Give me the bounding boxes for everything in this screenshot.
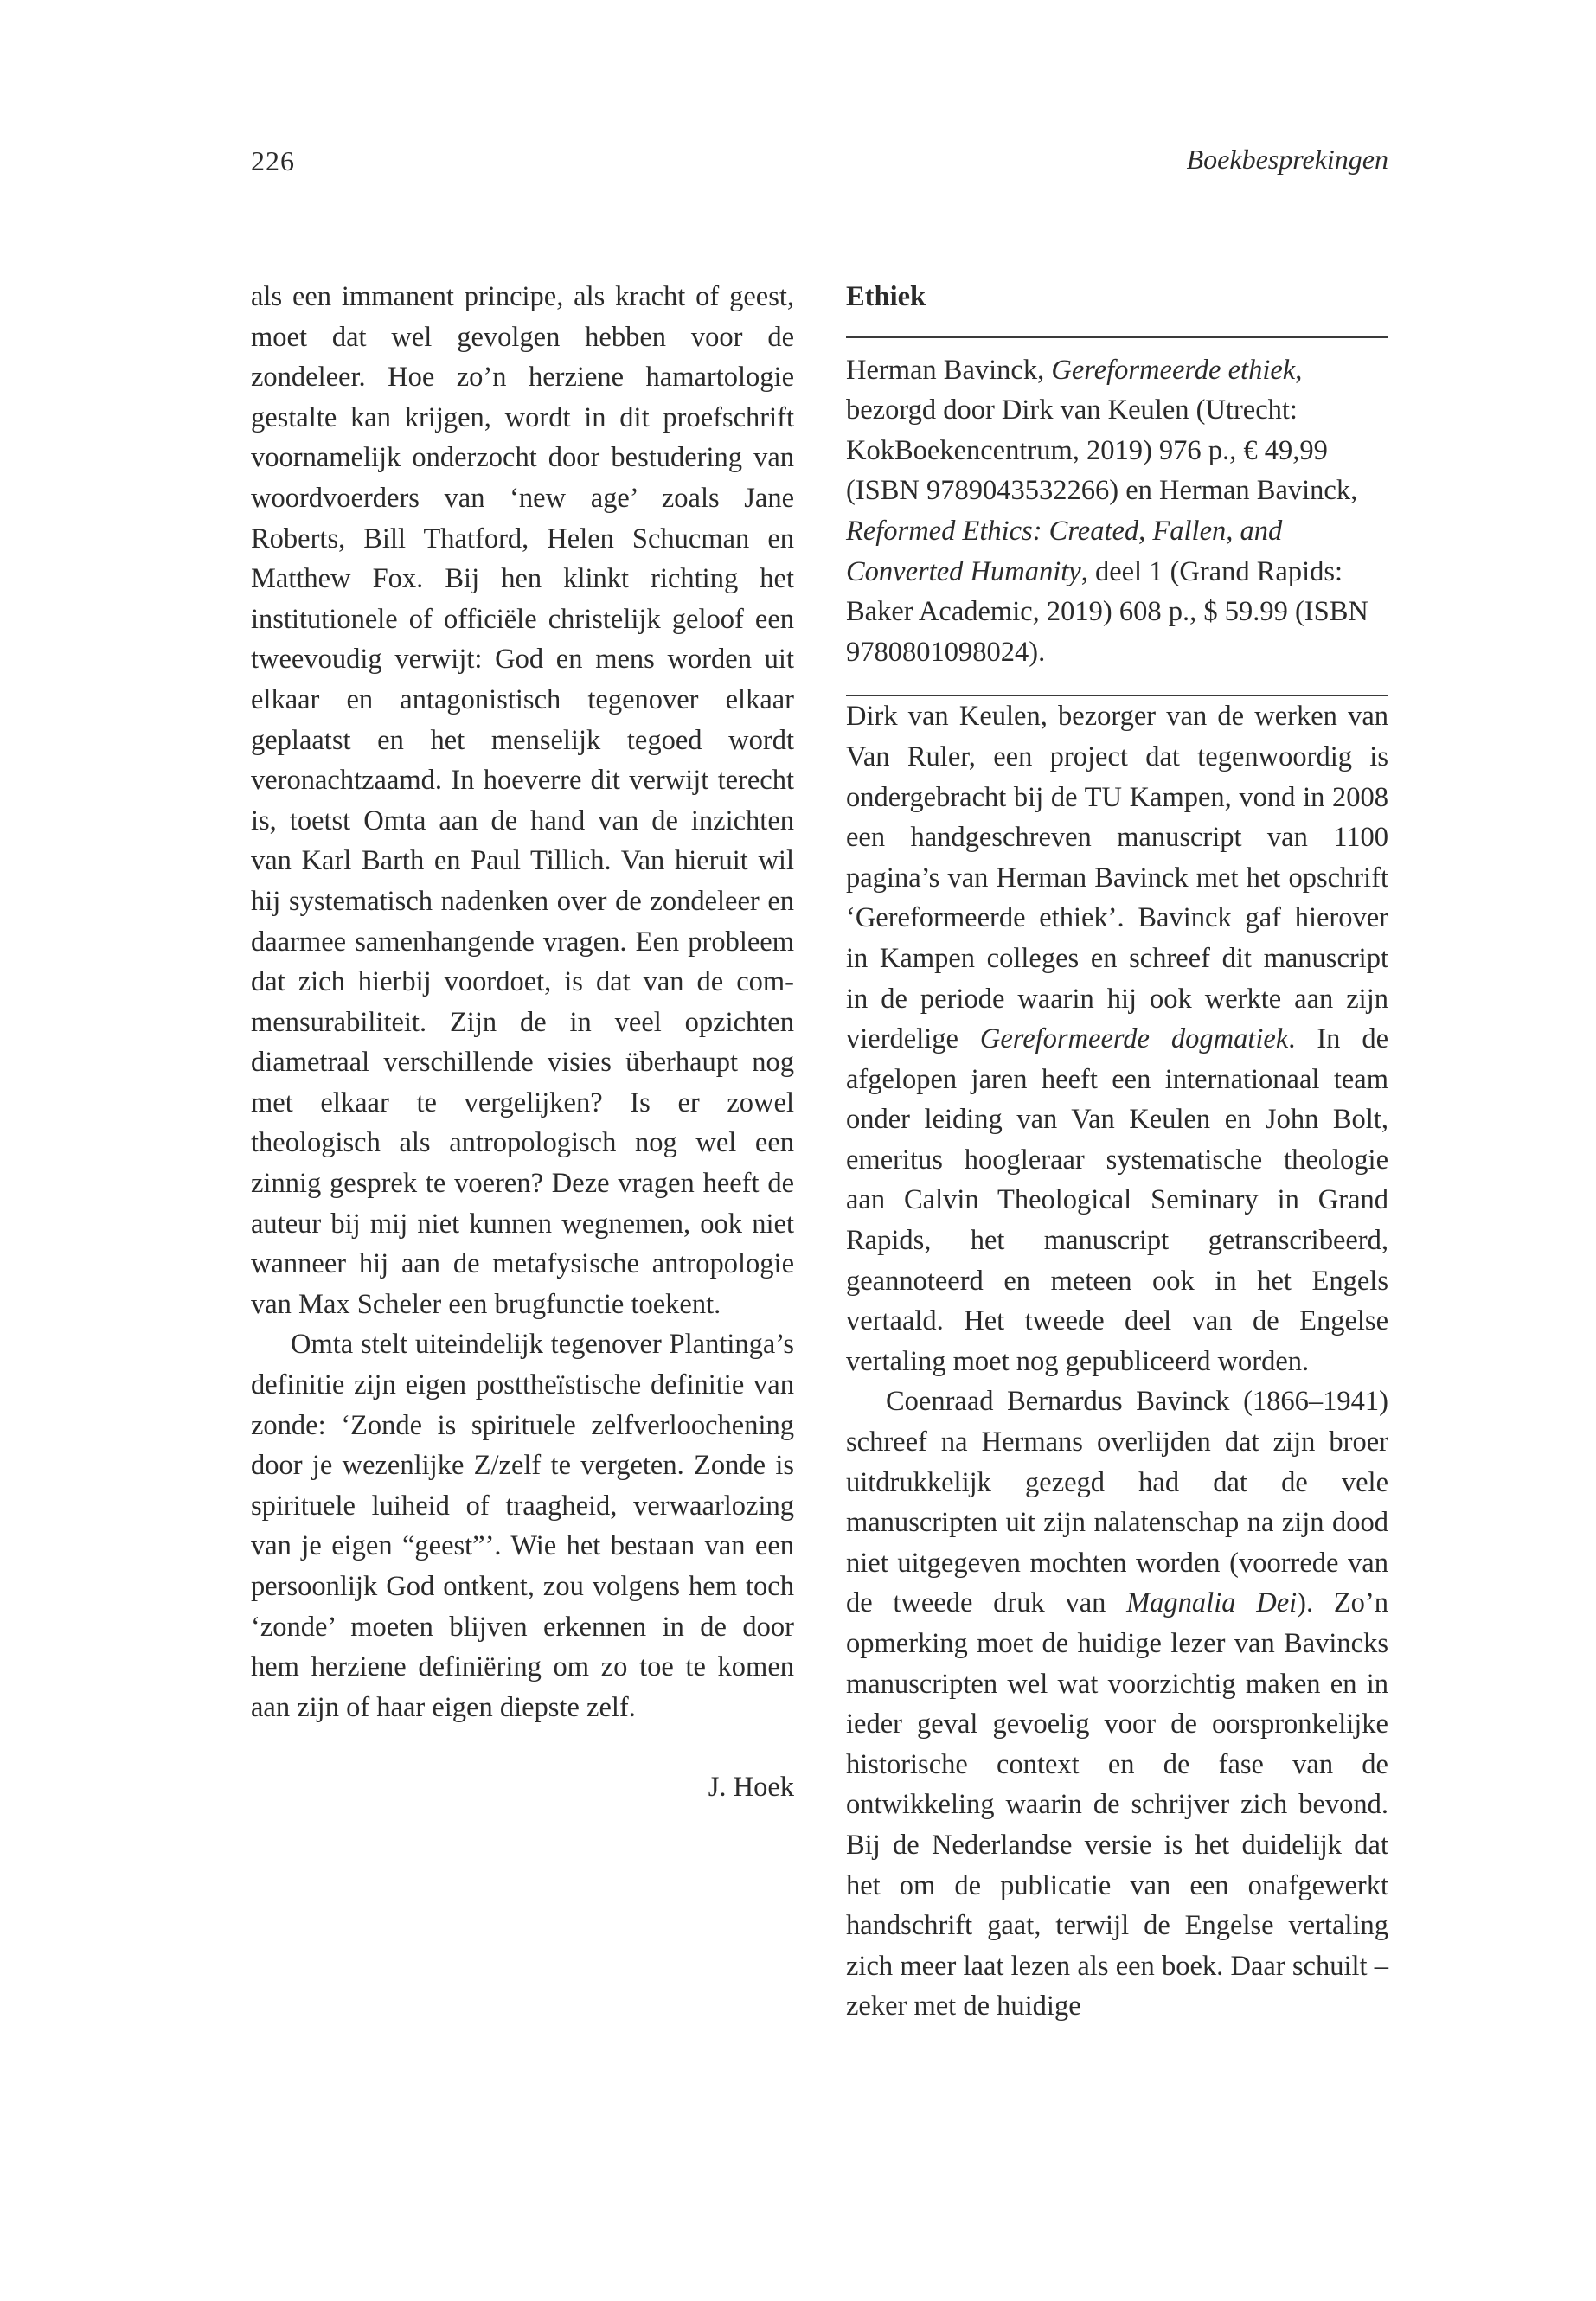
running-head-title: Boekbesprekingen [1186,144,1388,175]
paragraph-text: ). Zo’n opmerking moet de huidige lezer van Bavincks manuscripten wel wat voorzichtig maken en in ieder geval gevoelig voor de oorspronkelijke historische context en de fase van de ontwikkeling waarin de schrijver zich bevond. Bij de Nederlandse versie is het duidelijk dat het om de publicatie van een onafgewerkt handschrift gaat, terwijl de Engelse vertaling zich meer laat lezen als een boek. Daar schuilt – zeker met de huidige [846,1587,1389,2022]
citation-title: Gereformeerde ethiek [1051,354,1296,386]
citation-details: , deel 1 (Grand Rapids: Baker Academic, 2019) 608 p., $ 59.99 (ISBN 9780801098024). [846,555,1368,668]
review-paragraph [846,1381,1388,2027]
right-column [846,277,1388,2027]
paragraph-italic-title: Gereformeerde dogmatiek [979,1023,1289,1055]
divider-top [846,336,1388,338]
review-paragraph [846,696,1388,1381]
citation-title: Reformed Ethics: Created, Fallen, and Converted Humanity [846,515,1283,587]
paragraph-italic-title: Magnalia Dei [1126,1587,1298,1619]
citation-author: Herman Bavinck, [846,354,1052,386]
reviewer-signature: J. Hoek [708,1772,794,1804]
paragraph-text: Coenraad Bernardus Bavinck (1866–1941) schreef na Hermans overlijden dat zijn broer uitdrukkelijk gezegd had dat de vele manuscripten uit zijn nalatenschap na zijn dood niet uitgegeven mochten worden (voorrede van de tweede druk van [846,1386,1388,1619]
review-paragraph: Omta stelt uiteindelijk tegenover Plantinga’s definitie zijn eigen posttheïstische definitie van zonde: ‘Zonde is spirituele zelfverloochening door je wezenlijke Z/zelf te vergeten. Zonde is spirituele luiheid of traagheid, verwaarlozing van je eigen “geest”’. Wie het bestaan van een persoonlijk God ontkent, zou volgens hem toch ‘zonde’ moeten blijven erkennen in de door hem herziene definiëring om zo toe te komen aan zijn of haar eigen diepste zelf. [251,1329,794,1723]
page-number: 226 [251,145,295,176]
paragraph-text: Dirk van Keulen, bezorger van de werken van Van Ruler, een project dat tegenwoordig is ondergebracht bij de TU Kampen, vond in 2008 een handgeschreven manuscript van 1100 pagina’s van Herman Bavinck met het opschrift ‘Gereformeerde ethiek’. Bavinck gaf hierover in Kampen colleges en schreef dit manuscript in de periode waarin hij ook werkte aan zijn vierdelige [846,701,1388,1055]
section-heading: Ethiek [846,281,926,312]
book-citation [846,350,1388,673]
paragraph-text: . In de afgelopen jaren heeft een internationaal team onder leiding van Van Keulen en John Bolt, emeritus hoogleraar systematische theologie aan Calvin Theological Seminary in Grand Rapids, het manuscript getranscribeerd, geannoteerd en meteen ook in het Engels vertaald. Het tweede deel van de Engelse vertaling moet nog gepubliceerd worden. [846,1023,1389,1377]
left-column [251,277,794,1808]
review-paragraph: als een immanent principe, als kracht of geest, moet dat wel gevolgen hebben voor de zondeleer. Hoe zo’n herziene hamartologie gestalte kan krijgen, wordt in dit proefschrift voornamelijk onderzocht door bestudering van woordvoerders van ‘new age’ zoals Jane Roberts, Bill Thatford, Helen Schucman en Matthew Fox. Bij hen klinkt richting het institutionele of officiële christelijk geloof een tweevoudig verwijt: God en mens worden uit elkaar en antagonistisch tegenover elkaar geplaatst en het menselijk tegoed wordt veronachtzaamd. In hoeverre dit verwijt terecht is, toetst Omta aan de hand van de inzichten van Karl Barth en Paul Tillich. Van hieruit wil hij systematisch nadenken over de zondeleer en daarmee samenhangende vragen. Een probleem dat zich hierbij voordoet, is dat van de commensurabiliteit. Zijn de in veel opzichten diametraal verschillende visies überhaupt nog met elkaar te vergelijken? Is er zowel theologisch als antropologisch nog wel een zinnig gesprek te voeren? Deze vragen heeft de auteur bij mij niet kunnen wegnemen, ook niet wanneer hij aan de metafysische antropologie van Max Scheler een brugfunctie toekent. [251,281,794,1320]
citation-details: , bezorgd door Dirk van Keulen (Utrecht: KokBoekencentrum, 2019) 976 p., € 49,99 (ISBN 9789043532266) en Herman Bavinck, [846,354,1358,507]
